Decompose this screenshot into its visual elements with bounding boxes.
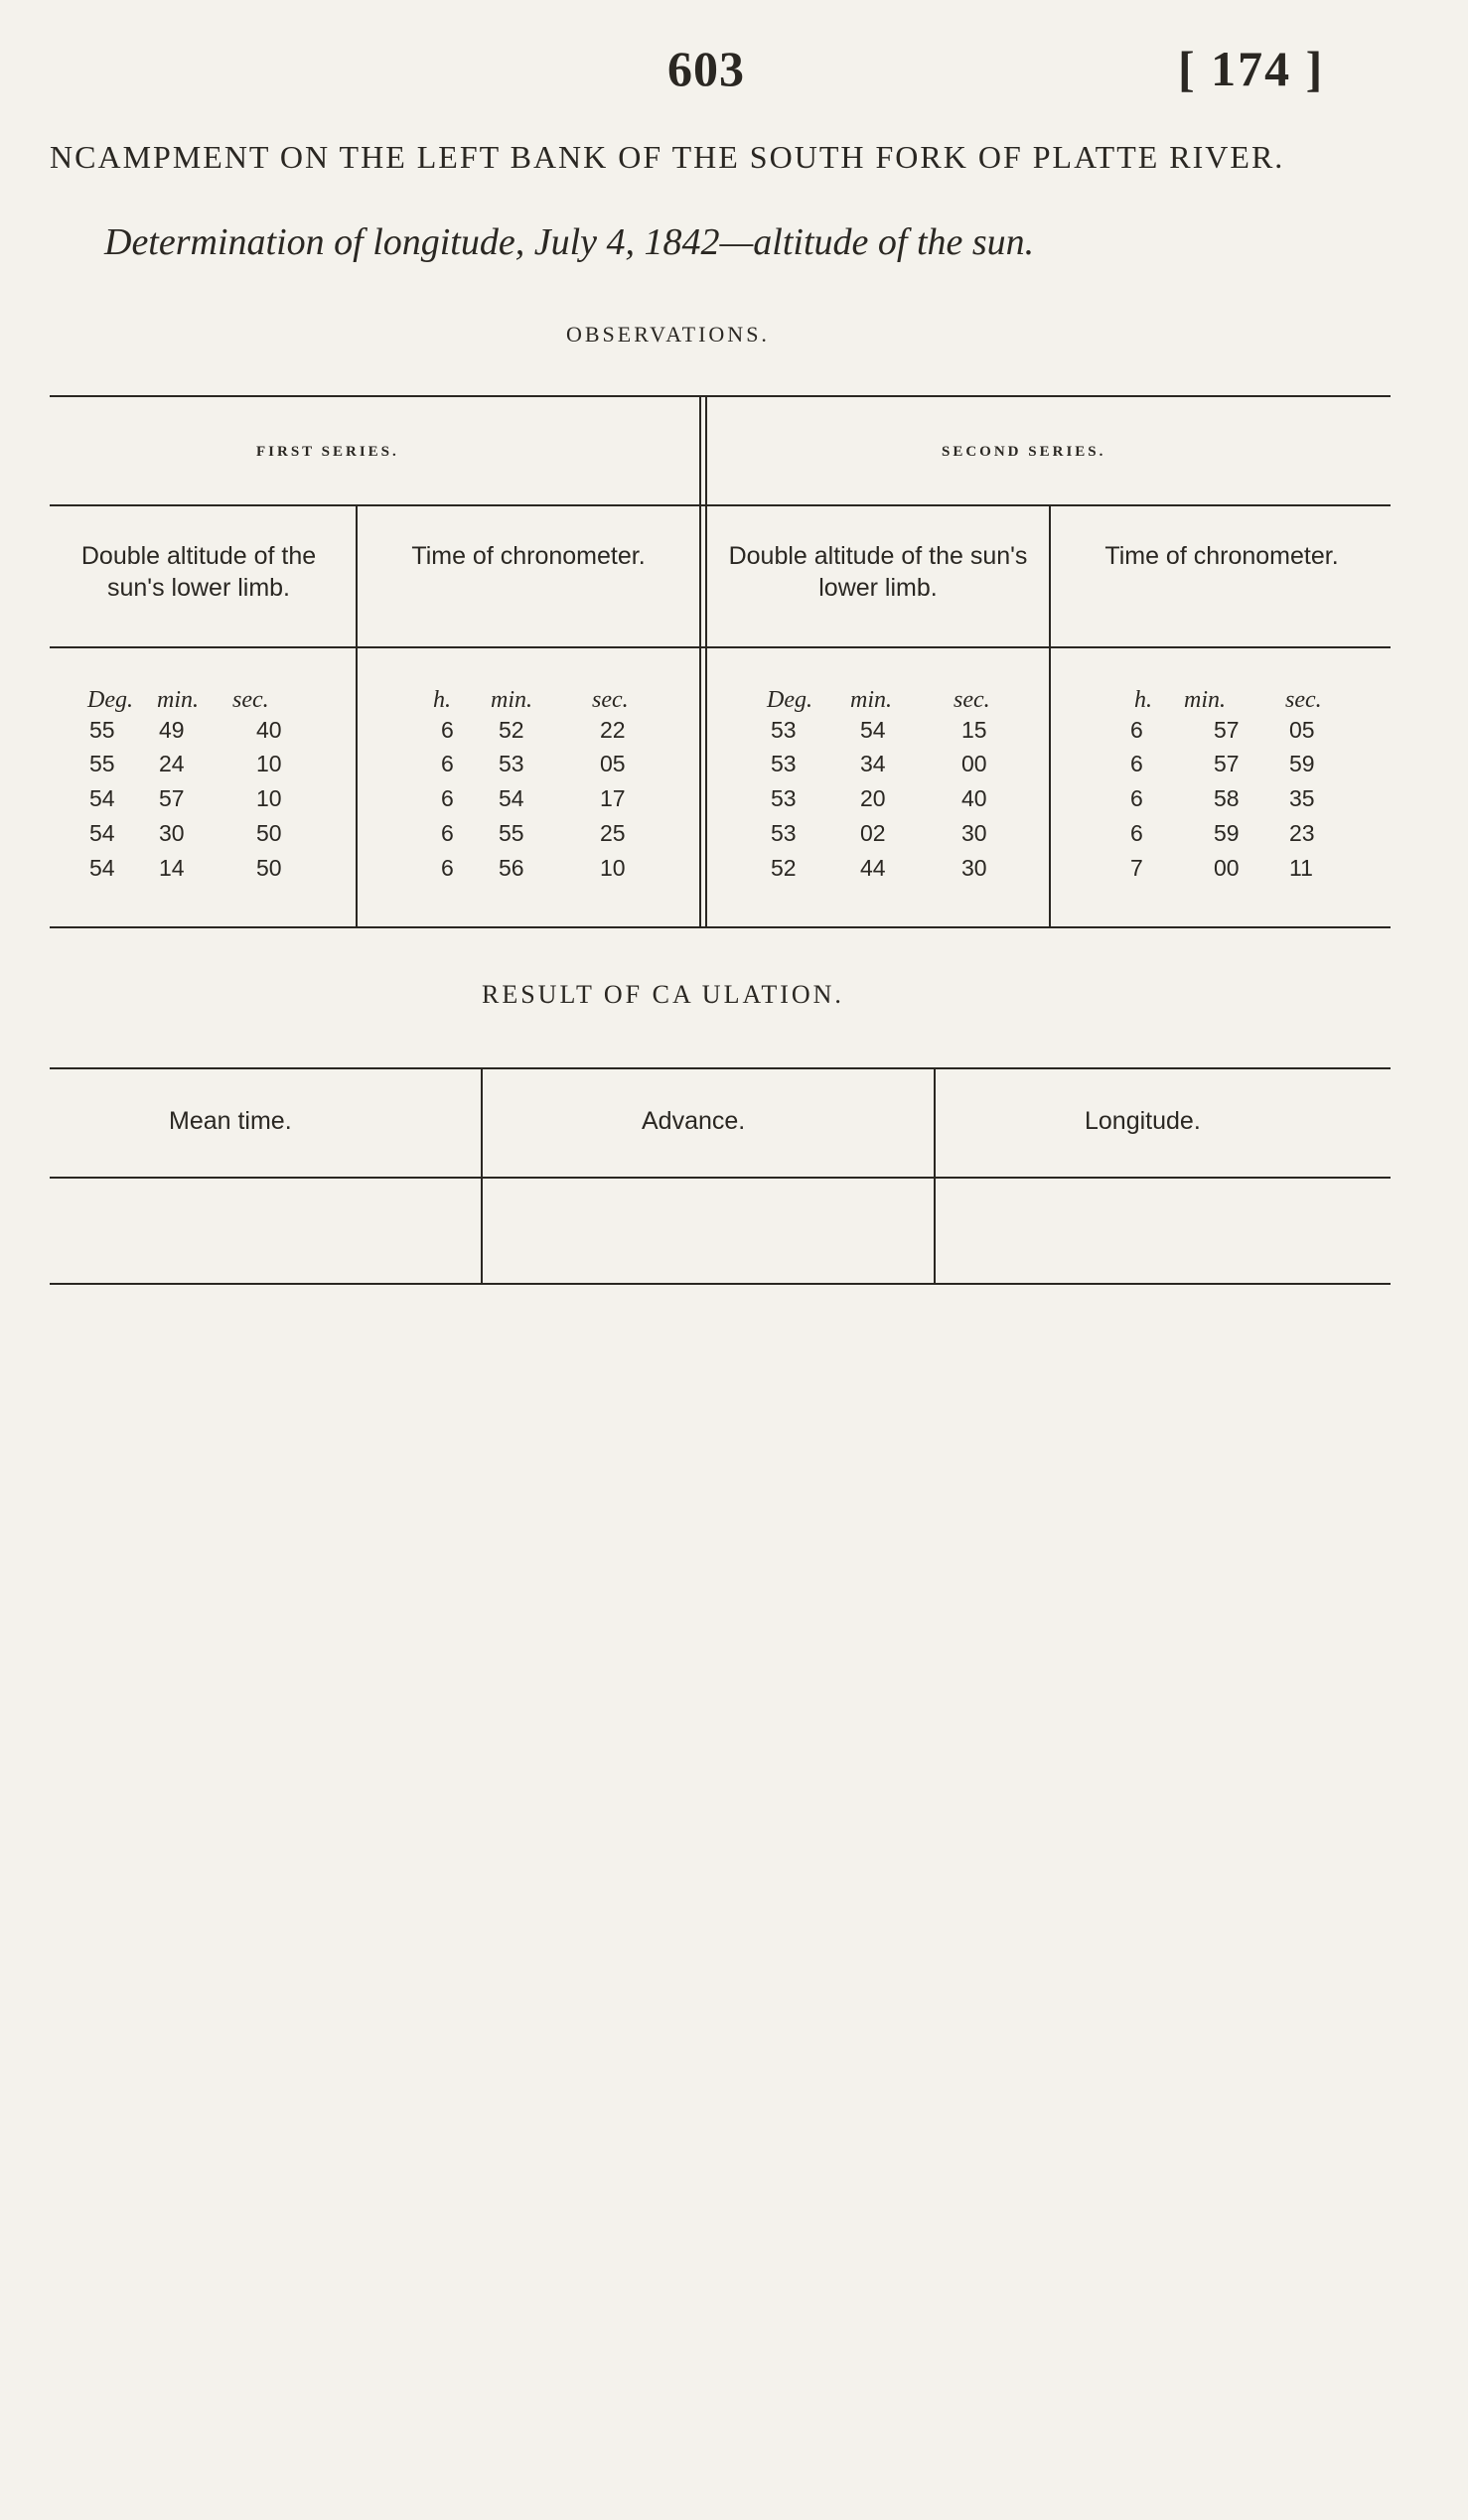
unit-label: min.: [491, 687, 532, 713]
second-series-heading: SECOND SERIES.: [942, 444, 1106, 460]
table-cell: 53: [771, 785, 797, 811]
table-cell: 22: [600, 717, 626, 743]
table-cell: 55: [499, 820, 524, 846]
second-altitude-header: Double altitude of the sun's lower limb.: [728, 542, 1028, 602]
unit-label: min.: [157, 687, 199, 713]
table-cell: 00: [1214, 855, 1240, 881]
advance-header: Advance.: [642, 1107, 746, 1135]
unit-label: h.: [433, 687, 451, 713]
table-cell: 7: [1130, 855, 1143, 881]
unit-label: sec.: [954, 687, 990, 713]
mean-time-header: Mean time.: [169, 1107, 292, 1135]
table-cell: 54: [89, 855, 115, 881]
table-cell: 55: [89, 751, 115, 776]
table-cell: 17: [600, 785, 626, 811]
table-cell: 05: [600, 751, 626, 776]
result-header-rule: [50, 1177, 1391, 1179]
table-cell: 53: [771, 751, 797, 776]
second-time-header: Time of chronometer.: [1104, 542, 1339, 570]
table-cell: 53: [499, 751, 524, 776]
table-cell: 30: [961, 855, 987, 881]
table-cell: 57: [1214, 751, 1240, 776]
table-cell: 49: [159, 717, 185, 743]
page-heading: NCAMPMENT ON THE LEFT BANK OF THE SOUTH FORK OF PLATTE RIVER.: [50, 139, 1285, 175]
table-cell: 57: [1214, 717, 1240, 743]
table-top-rule: [50, 395, 1391, 397]
result-divider-1: [481, 1069, 483, 1283]
table-cell: 54: [89, 820, 115, 846]
unit-label: sec.: [1285, 687, 1322, 713]
unit-label: Deg.: [87, 687, 133, 713]
first-series-heading: FIRST SERIES.: [256, 444, 399, 460]
table-cell: 6: [441, 751, 454, 776]
divider-first-series: [356, 504, 358, 926]
bracket-page-number: [ 174 ]: [1178, 41, 1325, 96]
table-cell: 57: [159, 785, 185, 811]
observations-label: OBSERVATIONS.: [566, 322, 770, 347]
table-cell: 14: [159, 855, 185, 881]
divider-series-left: [699, 397, 701, 926]
unit-label: sec.: [592, 687, 629, 713]
table-cell: 35: [1289, 785, 1315, 811]
table-cell: 34: [860, 751, 886, 776]
result-bottom-rule: [50, 1283, 1391, 1285]
header-rule: [50, 504, 1391, 506]
table-cell: 23: [1289, 820, 1315, 846]
table-cell: 05: [1289, 717, 1315, 743]
result-divider-2: [934, 1069, 936, 1283]
table-cell: 54: [89, 785, 115, 811]
table-cell: 6: [1130, 717, 1143, 743]
table-cell: 54: [860, 717, 886, 743]
table-cell: 6: [1130, 751, 1143, 776]
table-cell: 50: [256, 820, 282, 846]
page-subtitle: Determination of longitude, July 4, 1842—altitude of the sun.: [104, 221, 1035, 263]
table-cell: 40: [961, 785, 987, 811]
unit-label: sec.: [232, 687, 269, 713]
table-cell: 6: [441, 855, 454, 881]
table-cell: 30: [961, 820, 987, 846]
table-cell: 24: [159, 751, 185, 776]
table-cell: 30: [159, 820, 185, 846]
table-cell: 6: [441, 785, 454, 811]
table-cell: 6: [441, 820, 454, 846]
table-cell: 44: [860, 855, 886, 881]
table-cell: 59: [1289, 751, 1315, 776]
table-cell: 52: [771, 855, 797, 881]
unit-label: min.: [850, 687, 892, 713]
table-cell: 02: [860, 820, 886, 846]
unit-label: h.: [1134, 687, 1152, 713]
unit-label: Deg.: [767, 687, 812, 713]
unit-label: min.: [1184, 687, 1226, 713]
result-top-rule: [50, 1067, 1391, 1069]
table-cell: 40: [256, 717, 282, 743]
table-cell: 52: [499, 717, 524, 743]
table-cell: 53: [771, 820, 797, 846]
table-cell: 6: [441, 717, 454, 743]
table-cell: 53: [771, 717, 797, 743]
table-cell: 6: [1130, 820, 1143, 846]
table-cell: 58: [1214, 785, 1240, 811]
table-cell: 59: [1214, 820, 1240, 846]
page-number: 603: [667, 41, 745, 96]
table-cell: 11: [1289, 855, 1313, 881]
divider-series-right: [705, 397, 707, 926]
subheader-rule: [50, 646, 1391, 648]
table-cell: 10: [600, 855, 626, 881]
table-cell: 56: [499, 855, 524, 881]
table-cell: 55: [89, 717, 115, 743]
first-altitude-header: Double altitude of the sun's lower limb.: [80, 542, 317, 602]
table-cell: 10: [256, 785, 282, 811]
table-cell: 50: [256, 855, 282, 881]
divider-second-series: [1049, 504, 1051, 926]
table-cell: 10: [256, 751, 282, 776]
table-cell: 6: [1130, 785, 1143, 811]
table-cell: 00: [961, 751, 987, 776]
longitude-header: Longitude.: [1085, 1107, 1201, 1135]
table-cell: 20: [860, 785, 886, 811]
first-time-header: Time of chronometer.: [411, 542, 646, 570]
table-cell: 15: [961, 717, 987, 743]
table-cell: 25: [600, 820, 626, 846]
result-title: RESULT OF CA ULATION.: [482, 980, 844, 1009]
table-bottom-rule: [50, 926, 1391, 928]
table-cell: 54: [499, 785, 524, 811]
